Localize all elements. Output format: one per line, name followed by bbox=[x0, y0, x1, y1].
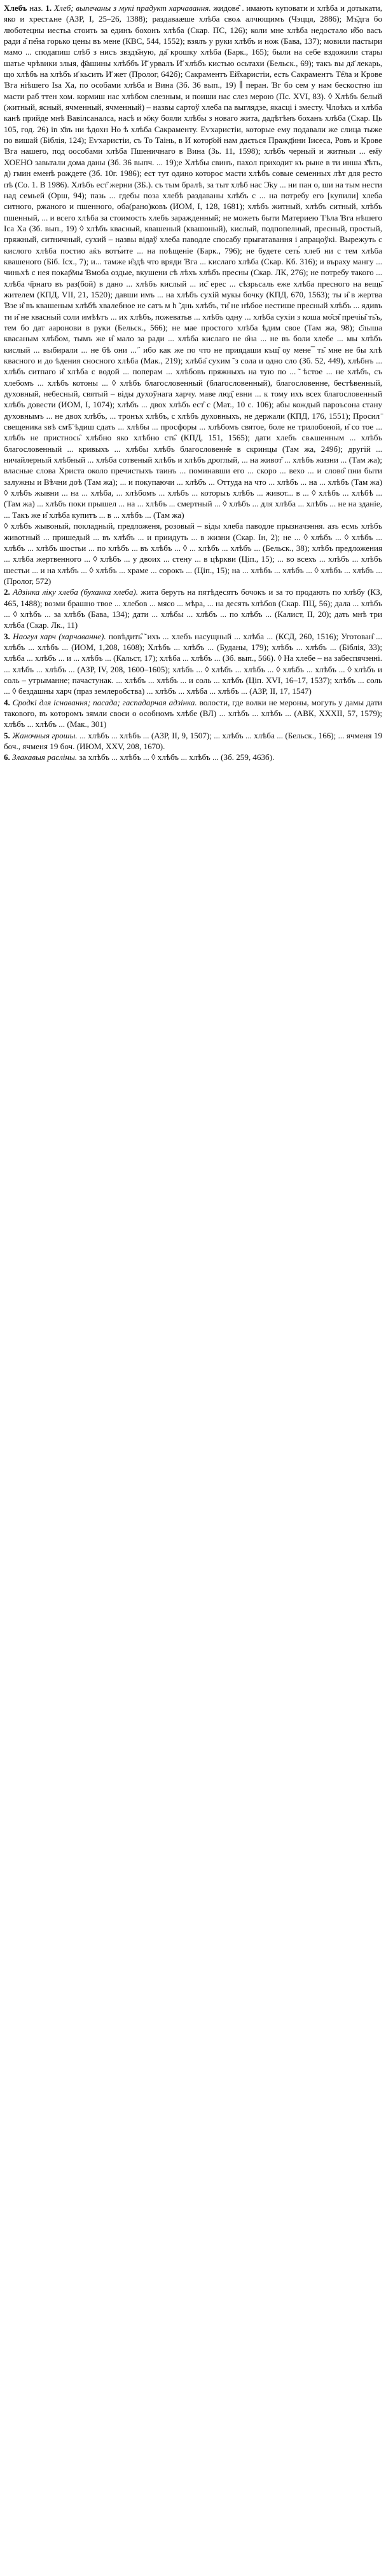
entry-first-section bbox=[4, 3, 382, 520]
section-number: 1. bbox=[45, 3, 52, 13]
section-text: за хлѣбъ ... хлѣбъ ... ◊ хлѣбъ ... хлѣбъ ... (Зб. 259, 463б). bbox=[79, 752, 275, 763]
entry-section-continued bbox=[4, 520, 382, 586]
entry-section-3 bbox=[4, 631, 382, 697]
entry-section-2 bbox=[4, 586, 382, 630]
section-gloss: Сродкі для існавання; пасада; гаспадарчая адзінка. bbox=[12, 697, 197, 707]
entry-section-5 bbox=[4, 730, 382, 752]
entry-grammar: наз. bbox=[29, 3, 43, 13]
section-gloss: Адзінка ліку хлеба (буханка хлеба). bbox=[13, 587, 139, 597]
section-text: волости, где волки не мероны, могуть у дамы дати такового, въ которомъ зямли своєи о особномъ хлѣбе (ВЛ) ... хлѣбъ ... хлѣбъ ... (АВК, XXXII, 57, 1579); хлѣбъ ... хлѣбъ ... (Мак., 301) bbox=[4, 697, 383, 729]
section-text: ◊ хлѣбъ жывоный, покладный, предложеня, розовый – віды хлеба паводле прызначэння. азъ есмь хлѣбъ животный ... пришедый ... въ хлѣбъ ... и приидуть ... в жизни (Скар. Ін, 2); не ... ◊ хлѣбъ ... ◊ хлѣбъ ... хлѣбъ ... хлѣбъ шостьи ... по хлѣбъ ... въ хлѣбъ ... ◊ ... хлѣбъ ... хлѣбъ ... (Бельск., 38); хлѣбъ предложения ... хлѣба жертвенного ... ◊ хлѣбъ ... у двоих ... стену ... в цѣркви (Ціп., 15); ... во всехъ ... хлѣбъ ... хлѣбъ шестьи ... и на хлѣбъ ... ◊ хлѣбъ ... храме ... сорокъ ... (Ціп., 15); на ... хлѣбъ ... хлѣбъ ... ◊ хлѣбъ ... хлѣбъ ... (Пролог, 572) bbox=[4, 521, 382, 586]
section-text: ... хлѣбъ ... хлѣбъ ... (АЗР, II, 9, 1507); ... хлѣбъ ... хлѣба ... (Бельск., 166); ... ячменя 19 боч., ячменя 19 боч. (ИЮМ, XXV, 208, 1670). bbox=[4, 730, 383, 752]
dictionary-page bbox=[4, 0, 382, 763]
section-number: 4. bbox=[4, 697, 10, 707]
section-gloss: Злакавыя расліны. bbox=[12, 752, 78, 763]
section-number: 6. bbox=[4, 752, 10, 763]
section-text: жита беруть на пятѣдесятъ бочокъ и за то продають по хлѣбу (КЗ, 465, 1488); возми брашно твое ... хлебов ... мясо ... мѣра, ... на десять хлѣбов (Скар. ПЦ, 56); дала ... хлѣбъ ... ◊ хлѣбъ ... за хлѣбъ (Бава, 134); дати ... хлѣбы ... хлѣбъ ... по хлѣбъ ... (Калист, II, 20); дать мнѣ три хлѣба (Скар. Лк., 11) bbox=[4, 587, 382, 630]
section-gloss: Жаночныя грошы. bbox=[12, 730, 78, 740]
entry-section-6 bbox=[4, 752, 382, 763]
section-number: 3. bbox=[4, 631, 10, 641]
section-number: 5. bbox=[4, 730, 10, 740]
section-text: повѣдить̑ ̃ ихъ ... хлебъ насущный ... хлѣба ... (КСД, 260, 1516); Уготован̑ ... хлѣбъ ... хлѣбъ ... (ИОМ, 1,208, 1608); Хлѣбъ ... хлѣбъ ... (Буданы, 179); хлѣбъ ... хлѣбъ ... (Біблія, 33); хлѣба ... хлѣбъ ... и ... хлѣбъ ... (Кальст, 17); хлѣба ... хлѣбъ ... (Зб. вып., 566). ◊ На хлебе – на забеспячэнні. ... хлѣбъ ... хлѣбъ ... (АЗР, IV, 208, 1600–1605); хлѣбъ ... ◊ хлѣбъ ... хлѣбъ ... ◊ хлѣбъ ... хлѣбъ ... ◊ хлѣбъ и соль – утрыманне; пачастунак. ... хлѣбъ ... хлѣбъ ... и соль ... хлѣбъ (Ціп. XVI, 16–17, 1537); хлѣбъ ... соль ... ◊ бездашны харч (праз землеробства) ... хлѣбъ ... хлѣба ... хлѣбъ ... (АЗР, II, 17, 1547) bbox=[4, 631, 382, 696]
section-text: жидове̑ . имають куповати и хлѣба и дотыкати, яко и хрестѧне (АЗР, I, 25–26, 1388); раздаваӕше хлѣба своѧ алчющимъ (Чэцця, 2886); Мъ҄дга бо люботецны иестьа стоить за единъ бохонъ хлѣба (Скар. ПС, 126); коли мне хлѣба недостало и̑бо васъ ради а̑ пе̑на горько цены въ мене (КВС, 544, 1552); взялъ у руки хлѣбъ и нож (Бава, 137); мовили пастыри мамо ... сподапиш слѣб з нисъ звздъ҃ную, да҃ крошку хлѣба (Барк., 165); были на себе вздожили стары шатье чрѣвики злыя, ф҃ашины хлѣббъ И҃ урвалъ И҃ хлѣбъ кистью осьтахи (Бельск., 69); такъ вы да҃ лекарь, що хлѣбъ на хлѣбъ и҃ кьсить И҃ жет (Пролог, 642б); Сакраментъ Ей҆харистіи, есть Сакраментъ Те҇ла и Крове Ɓга ніѣшего Ӏѕa Хa, по особами хлѣба и Вина (Зб. 36 вып., 19) ∥ перан. Ɓг бо сем у нам бескостно іш масти раб ттен хом. кормиш нас хлѣбом слезным, и поиши нас слeз мерою (Пс. XVI, 83). ◊ Хлѣбъ белый (житный, ясный, ячмeнный, ячменный) – назвы сартоў хлеба па выглядзе, якасці і зместу. Члоѣкъ и хлѣба канѣ прийде мнѣ Вавілсаналса, насѣ и м҃жу бояли хлѣбы з новаго жита, дадѣтѣнъ боханъ хлѣба (Скар. Ць 105, год. 26) іn х҃въ ни ѣдохн Но ѣ хлѣба Сакраменту. Еѵхаристіи, которые ему подавали же слица тыже по вишай (Біблія, 124); Еѵхаристіи, съ То Таінь, в И котор҃ой нам дається Пражд҃ини Іисеса, Ровъ и Крове Ɓга нашего, под оособами хлѣба Пшеничнаго в Вина (Зь. 11, 1598); хлѣбъ черный и житныи ... ем҇у ХОЕНО завьтали дома даны (Зб. 36 выпч. ... 19);е Хлѣбы свинъ, пахол приходит къ рыне в ти инша х҃ѣть, д) гмин еменѣ рождете (Зб. 10г. 1986); ест тут одино которос масти хлѣбъ совые семенных лѣт для ресто пѣ (Со. 1. В 1986). Хлѣбъ ест̑ жерни (ЗБ.). съ тым бралѣ, за тыт хлѣб нас Ɔ̑ку ... ни пан о, ши на тым нести над семьей (Орш, 94); пазь ... гдебы поза хлебѣ раздаваны хлѣбъ с ... на потребу его [купили] хлеба ситного, ржаного и пшенного, оба(рано)ковъ (ИОМ, I, 128, 1681); хлѣбъ житный, хлѣбъ ситный, хлѣбъ пшенный, ... и всего хлѣба за стоимость хлебъ заражденный; не можеть быти Материею Тѣла Ɓга нѣшего Ӏса Ха (Зб. вып., 19) ◊ хлѣбъ квасный, квашеный (квашоный), кислый, подпопелный, пресный, простый, пряжный, ситничный, сухий – назвы відаў хлеба паводле спосабу прыгатавання і апрацоўкі. Вырежуть с кислого хлѣба постио аќъ вотъ́ите ... на поѣщеніе (Барк., 796); не будете сеть́ хлеб ни с тем хлѣба квашеного (Біб. Ісх., 7); и... тамже и̑здѣ что вряди Ɓга ... кислаго хлѣба (Скар. Кб. 316); и въраху мангу ... чиньхѣ с нея покар҇мы Ɓмоба оздые, вкушени сѣ лѣхъ хлѣбъ пресны (Скар. ЛК, 276); не потребу такого ... хлѣба ч҃рнaго въ раз(бой) в дано ... хлѣбъ кислый ... ис̑ ерес ... сѣзрьсаль еже хлѣба пресного на вещь̑ жителем (КПД, VII, 21, 1520); давши имъ ... на хлѣбъ сухій мукы бочку (КПД, 670, 1563); ты и̑ в жертва Ɓзе и̑ въ квашеным хлѣбѣ хвалебное не сатъ м һ ̃ днь хлѣбъ, ти̑ не нѣбое нестише пресный хлѣбъ ... ядивъ ти и̑ не квасный соли имѣѣтъ ... их хлѣбъ, пожеватьв ... хлѣбъ одну ... хлѣба сухіи з коша мо̑ся̑ пречіы̑ ть̑ъ, тем бо дат ааронови в руки (Бельск., 566); не мае простого хлѣба ѣдим свое (Там жа, 98); с҃лыша квасаным хлѣбом, тымъ же и̑ мало за ради ... хлѣба кислаго не о̑на ... не въ боли хлебе ... мы хлѣбъ кислый ... выбирали ... не бѣ они ... ҃ ибо как же по что не приядаши къщ̑ оу мене ̅ ть̑ мне не бы хлѣ квасного и до ѣдения сносного хлѣба (Мак., 219); хлѣба̑ сухим ̃ з сола и одно сло (Зб. 52, 449), хлѣбнъ ... хлѣбъ ситпаго и̑ хлѣба с водой ... поперам ... хлѣбовъ пряжныхъ на тую по ... ̃ ѣстое ... не хлѣбъ, съ хлебомъ ... хлѣбъ котоны ... ◊ хлѣбъ благословенный (благословенный), благословенне, бестѣвенный, духовный, небесный, святый – віды духоўнага харчу. маве люд̑ евни ... к тому ихъ всех благословенный хлѣбъ довести (ИОМ, I, 1074); хлѣбъ ... двох хлѣбъ ест̑ с (Мат., 10 с. 106); абы кождый пароъсона стану духовнымъ ... не двох хлѣбъ, ... тронъх хлѣбъ, с хлѣбъ духовныхъ, не держали (КПД, 176, 1551); Просил ̄ свещеника ѕвѣ смѣ҇ ѣдиш сдать ... хлѣбы ... просфоры ... хлѣбомъ святое, боле не трилобоной, и̑ со тое ... хлѣбъ не пристнось̑ хлѣбно яко хлѣбно сть̑ (КПД, 151, 1565); дати хлебъ свѧшенным ... хлѣбъ благословенный ... кривыхъ ... хлѣбы хлѣбъ благословенн̑е в скринцы (Там жа, 249б); другій ... ничайлерный хлѣбный ... хлѣба сотвеный хлѣбъ и хлѣбъ дроглый, ... на живот̑ ... хлѣбъ жизни ... (Там жа); власные слова Христа около пречистыхъ таинъ ... поминавши его ... скоро ... вехо ... и слово̑ пни быти залужны и Вѣчни доѣ (Там жа); ... и покупаючи ... хлѣбъ ... Оттуда на что ... хлѣбъ ... на ... хлѣбъ (Там жа) ◊ хлѣбъ жывни ... на ... хлѣба, ... хлѣбомъ ... хлѣбъ ... которыъ хлѣбъ ... живот... в ... ◊ хлѣбъ ... хлѣбѣ ... (Там жа) ... хлѣбъ поки прышел ... на ... хлѣбъ ... смертный ... ◊ хлѣбъ ... для хлѣба ... хлѣбъ ... не на зданіе, ... Такъ же и̑ хлѣба купитъ ... в ... хлѣбъ ... (Там жа) bbox=[4, 3, 383, 520]
section-gloss: Хлеб; выпечаны з мукі прадукт харчавання. bbox=[53, 3, 211, 13]
entry-section-4 bbox=[4, 697, 382, 730]
section-gloss: Наогул харч (харчаванне). bbox=[13, 631, 106, 641]
section-number: 2. bbox=[4, 587, 10, 597]
entry-headword: Хлебъ bbox=[4, 3, 27, 13]
